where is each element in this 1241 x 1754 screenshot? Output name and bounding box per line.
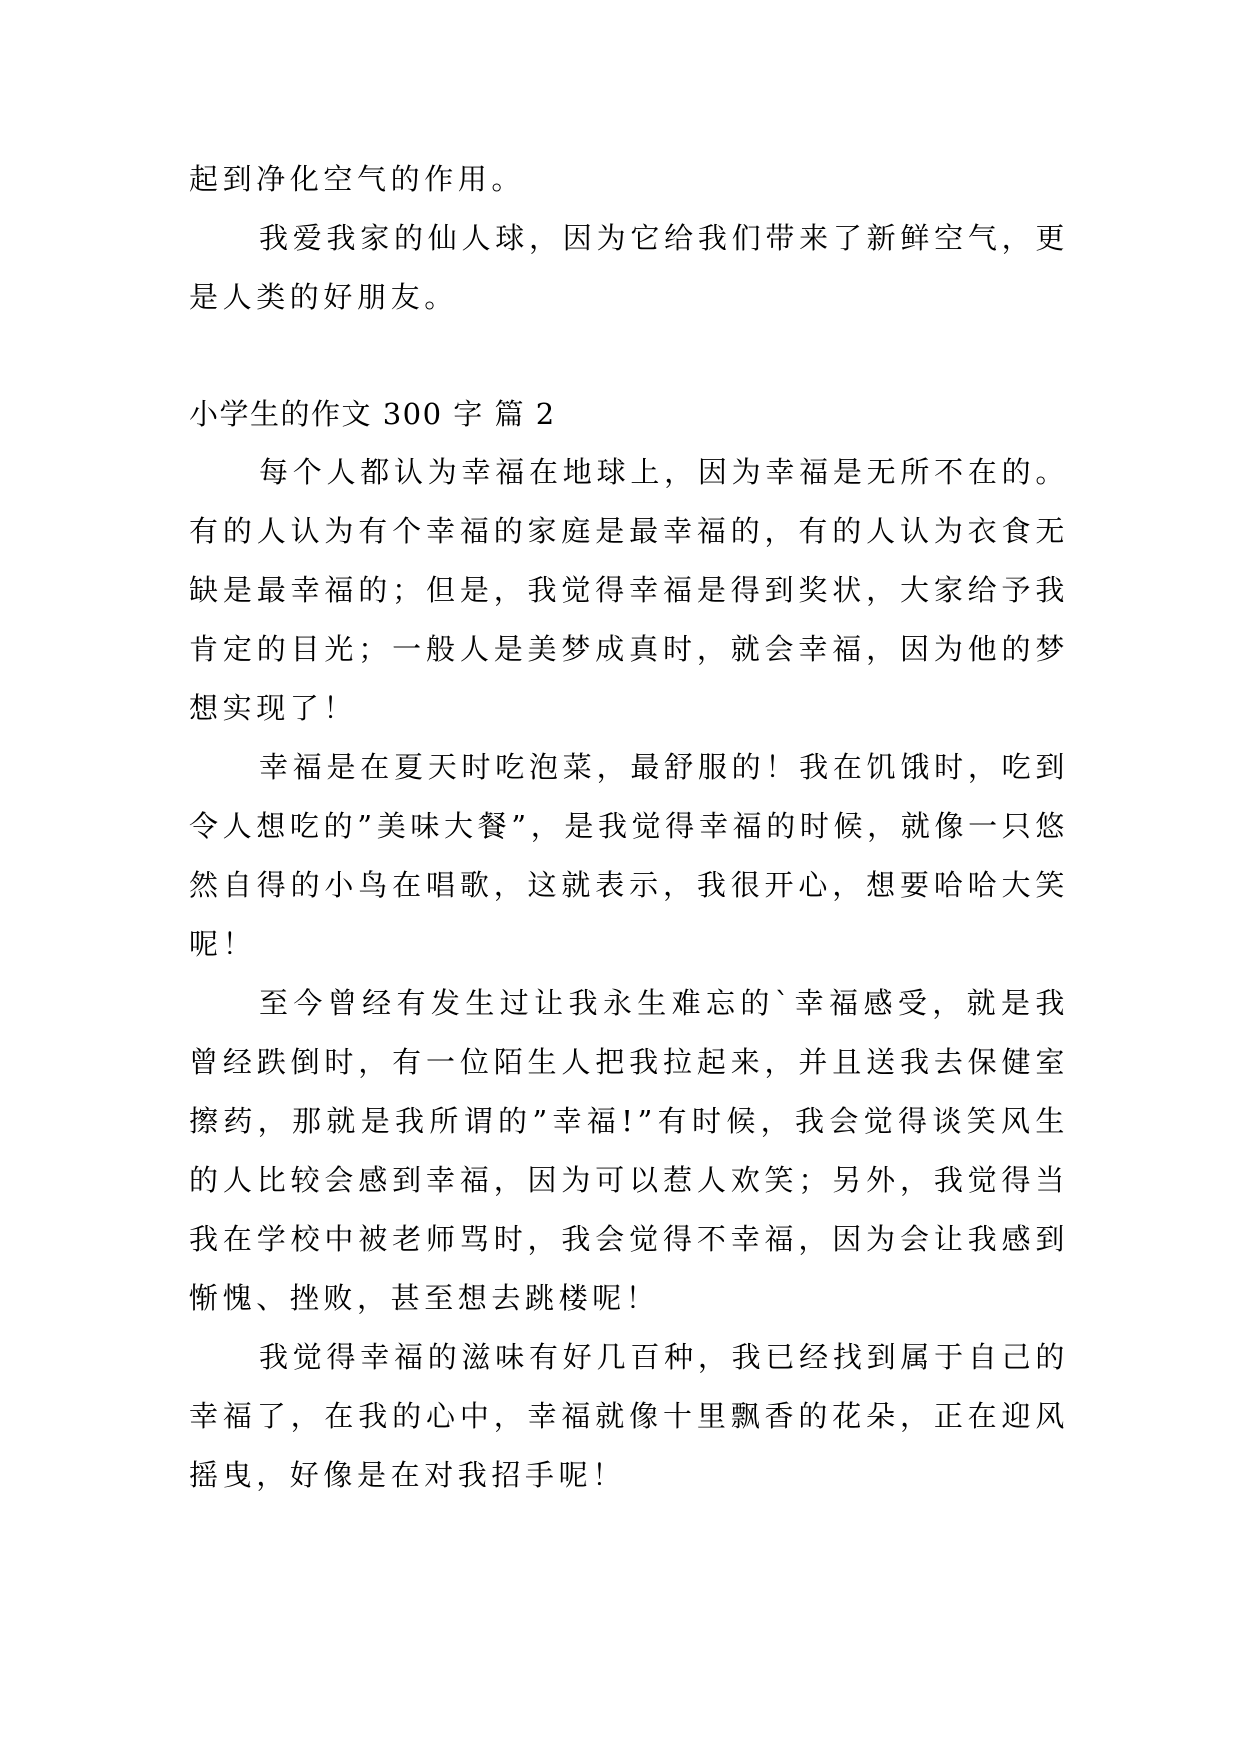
intro-paragraph-2: 我爱我家的仙人球，因为它给我们带来了新鲜空气，更是人类的好朋友。 [189,221,1069,314]
section-paragraph-1: 每个人都认为幸福在地球上，因为幸福是无所不在的。有的人认为有个幸福的家庭是最幸福的，有的人认为衣食无缺是最幸福的；但是，我觉得幸福是得到奖状，大家给予我肯定的目光；一般人是美梦成真时，就会幸福，因为他的梦想实现了！ [189,455,1069,725]
section-title: 小学生的作文 300 字 篇 2 [189,397,556,431]
section-spacer [189,327,1069,385]
document-body [189,150,1069,1505]
intro-paragraph-1: 起到净化空气的作用。 [189,162,526,196]
section-paragraph-3: 至今曾经有发生过让我永生难忘的`幸福感受，就是我曾经跌倒时，有一位陌生人把我拉起来，并且送我去保健室擦药，那就是我所谓的”幸福!”有时候，我会觉得谈笑风生的人比较会感到幸福，因为可以惹人欢笑；另外，我觉得当我在学校中被老师骂时，我会觉得不幸福，因为会让我感到惭愧、挫败，甚至想去跳楼呢！ [189,986,1069,1315]
section-paragraph-2: 幸福是在夏天时吃泡菜，最舒服的！我在饥饿时，吃到令人想吃的”美味大餐”，是我觉得幸福的时候，就像一只悠然自得的小鸟在唱歌，这就表示，我很开心，想要哈哈大笑呢！ [189,750,1069,961]
section-paragraph-4: 我觉得幸福的滋味有好几百种，我已经找到属于自己的幸福了，在我的心中，幸福就像十里飘香的花朵，正在迎风摇曳，好像是在对我招手呢！ [189,1340,1069,1492]
